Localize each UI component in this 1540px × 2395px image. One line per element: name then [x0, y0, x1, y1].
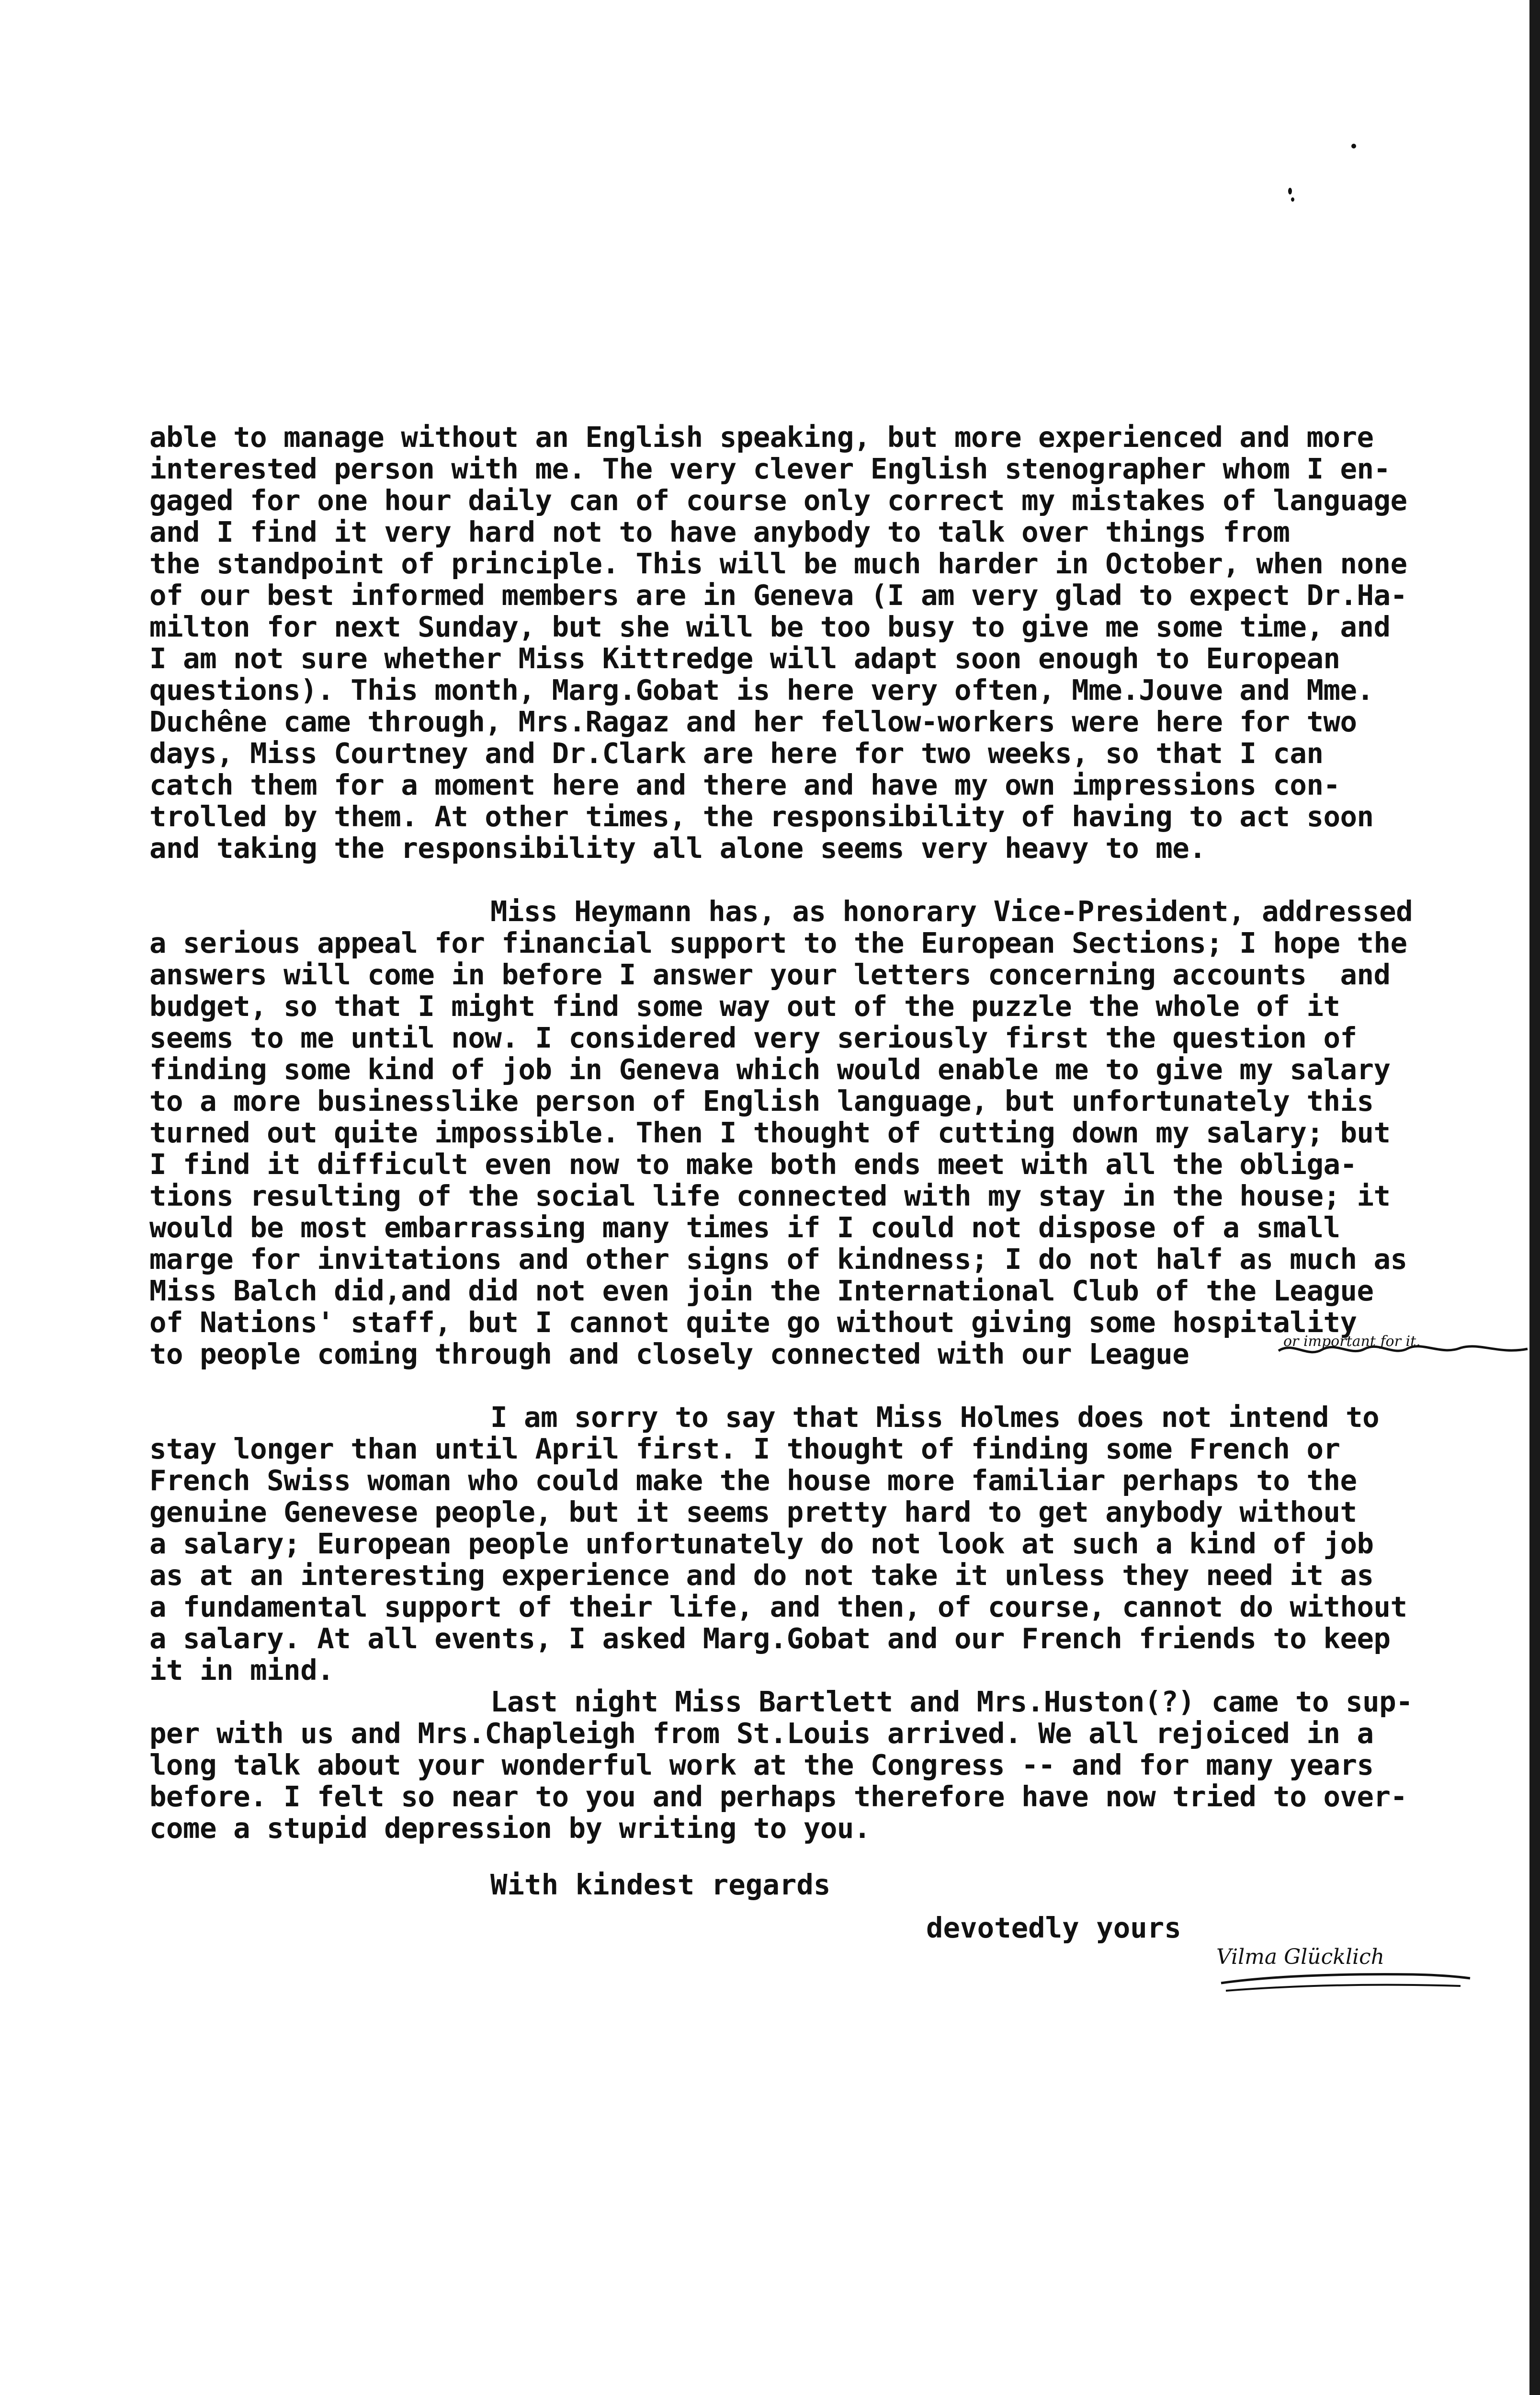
paragraph-2-line: seems to me until now. I considered very seriously first the question of — [149, 1021, 1357, 1054]
paragraph-2-line: to people coming through and closely connected with our League — [149, 1337, 1189, 1370]
paragraph-1-line: days, Miss Courtney and Dr.Clark are here for two weeks, so that I can — [149, 737, 1324, 770]
scan-speck — [1291, 197, 1294, 202]
paragraph-4-line: long talk about your wonderful work at the Congress -- and for many years — [149, 1748, 1374, 1781]
paragraph-1-line: of our best informed members are in Geneva (I am very glad to expect Dr.Ha- — [149, 579, 1407, 612]
paragraph-4-first-line: Last night Miss Bartlett and Mrs.Huston(?) came to sup- — [490, 1685, 1413, 1718]
paragraph-2-line: I find it difficult even now to make both ends meet with all the obliga- — [149, 1148, 1357, 1181]
paragraph-3-first-line: I am sorry to say that Miss Holmes does not intend to — [490, 1401, 1380, 1434]
paragraph-4 — [149, 1718, 1519, 1844]
paragraph-2-line: of Nations' staff, but I cannot quite go without giving some hospitality — [149, 1306, 1357, 1339]
paragraph-2-line: turned out quite impossible. Then I thought of cutting down my salary; but — [149, 1116, 1391, 1149]
handwritten-note — [1274, 1332, 1540, 1389]
paragraph-3-line: stay longer than until April first. I thought of finding some French or — [149, 1432, 1340, 1465]
scan-edge — [1529, 0, 1540, 2395]
paragraph-1-line: the standpoint of principle. This will be much harder in October, when none — [149, 547, 1407, 580]
paragraph-gap — [149, 864, 1519, 896]
paragraph-2-line: Miss Balch did,and did not even join the International Club of the League — [149, 1274, 1374, 1307]
paragraph-1-line: I am not sure whether Miss Kittredge will adapt soon enough to European — [149, 642, 1340, 675]
paragraph-1 — [149, 422, 1519, 864]
paragraph-4-line: come a stupid depression by writing to you. — [149, 1812, 871, 1845]
paragraph-4-line: before. I felt so near to you and perhaps therefore have now tried to over- — [149, 1780, 1407, 1813]
paragraph-3-line: genuine Genevese people, but it seems pretty hard to get anybody without — [149, 1495, 1357, 1528]
paragraph-2-line: budget, so that I might find some way out of the puzzle the whole of it — [149, 990, 1340, 1023]
paragraph-3-line: French Swiss woman who could make the house more familiar perhaps to the — [149, 1464, 1357, 1497]
closing-regards: With kindest regards — [490, 1868, 831, 1901]
paragraph-3-line: a salary. At all events, I asked Marg.Gobat and our French friends to keep — [149, 1622, 1391, 1655]
signature — [1212, 1930, 1480, 2002]
paragraph-3 — [149, 1433, 1519, 1686]
paragraph-1-line: interested person with me. The very clever English stenographer whom I en- — [149, 452, 1391, 485]
letter-body — [149, 422, 1519, 1844]
paragraph-1-line: milton for next Sunday, but she will be too busy to give me some time, and — [149, 610, 1391, 643]
paragraph-1-line: Duchêne came through, Mrs.Ragaz and her fellow-workers were here for two — [149, 705, 1357, 738]
paragraph-1-line: catch them for a moment here and there and have my own impressions con- — [149, 768, 1340, 801]
paragraph-1-line: able to manage without an English speaking, but more experienced and more — [149, 421, 1374, 454]
paragraph-3-line: a salary; European people unfortunately do not look at such a kind of job — [149, 1527, 1374, 1560]
paragraph-4-line: per with us and Mrs.Chapleigh from St.Louis arrived. We all rejoiced in a — [149, 1717, 1374, 1750]
scan-speck — [1351, 144, 1356, 148]
paragraph-2-line: answers will come in before I answer your letters concerning accounts and — [149, 958, 1391, 991]
paragraph-1-line: and taking the responsibility all alone seems very heavy to me. — [149, 832, 1206, 865]
paragraph-3-line: a fundamental support of their life, and then, of course, cannot do without — [149, 1590, 1407, 1623]
paragraph-1-line: trolled by them. At other times, the responsibility of having to act soon — [149, 800, 1374, 833]
handwritten-note-text: or important for it. — [1283, 1333, 1421, 1350]
paragraph-2-line: marge for invitations and other signs of kindness; I do not half as much as — [149, 1243, 1407, 1276]
closing-valediction: devotedly yours — [926, 1911, 1181, 1944]
paragraph-2-line: to a more businesslike person of English language, but unfortunately this — [149, 1084, 1374, 1118]
paragraph-2-line: finding some kind of job in Geneva which would enable me to give my salary — [149, 1053, 1391, 1086]
paragraph-2-line: tions resulting of the social life connected with my stay in the house; it — [149, 1179, 1391, 1212]
paragraph-2-line: a serious appeal for financial support to the European Sections; I hope the — [149, 926, 1407, 959]
paragraph-2-first-line: Miss Heymann has, as honorary Vice-President, addressed — [490, 895, 1413, 928]
paragraph-1-line: questions). This month, Marg.Gobat is here very often, Mme.Jouve and Mme. — [149, 673, 1374, 707]
paragraph-1-line: gaged for one hour daily can of course only correct my mistakes of language — [149, 484, 1407, 517]
paragraph-1-line: and I find it very hard not to have anybody to talk over things from — [149, 515, 1290, 548]
signature-text: Vilma Glücklich — [1216, 1945, 1385, 1969]
paragraph-2 — [149, 927, 1519, 1370]
paragraph-3-line: it in mind. — [149, 1654, 334, 1687]
paragraph-3-line: as at an interesting experience and do not take it unless they need it as — [149, 1559, 1374, 1592]
paragraph-2-line: would be most embarrassing many times if I could not dispose of a small — [149, 1211, 1340, 1244]
scan-speck — [1288, 188, 1292, 194]
